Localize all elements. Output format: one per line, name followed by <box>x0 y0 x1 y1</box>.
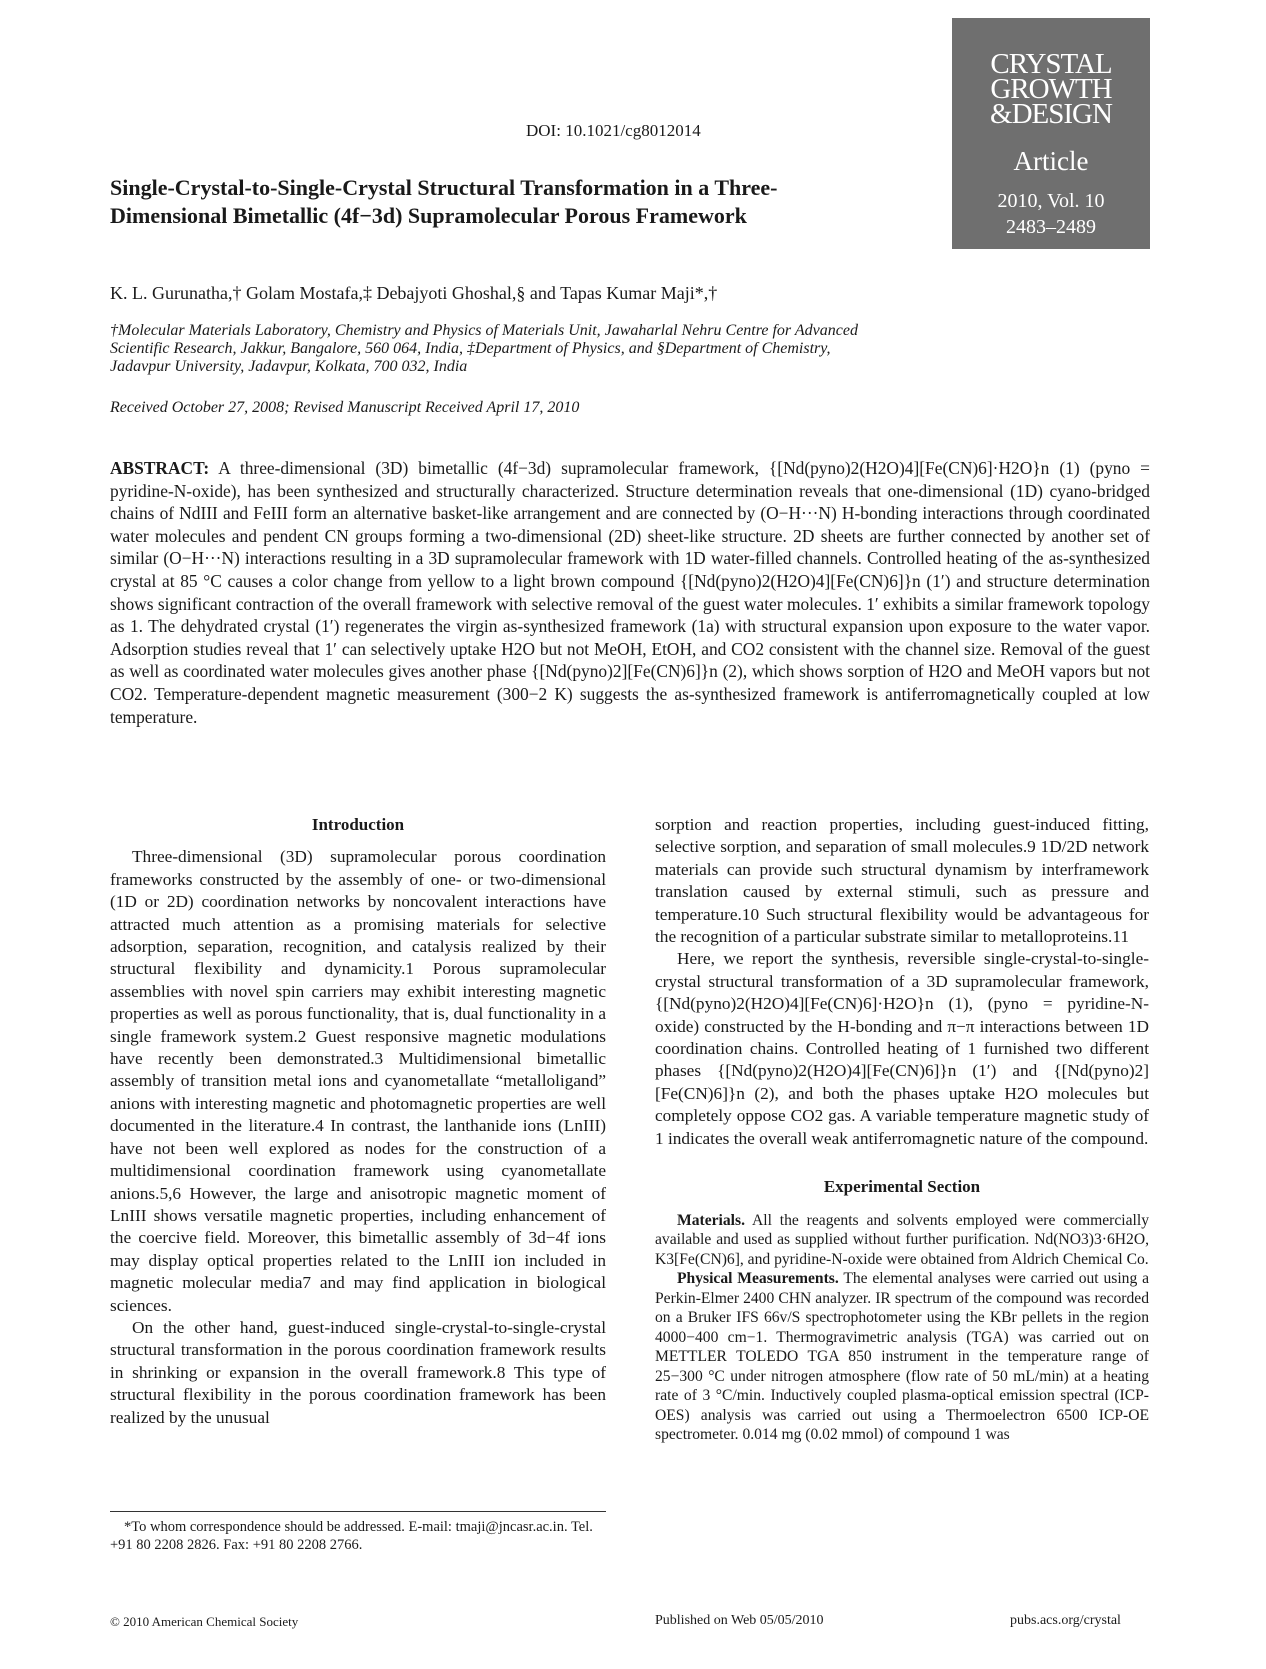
journal-name <box>952 48 1150 130</box>
experimental-heading: Experimental Section <box>823 1177 981 1197</box>
right-paragraph-2: Here, we report the synthesis, reversible single-crystal-to-single-crystal structural transformation of a 3D supramolecular framework, {[Nd(pyno)2(H2O)4][Fe(CN)6]·H2O}n (1), (pyno = pyridine-N-oxide) constructed by the H-bonding and π−π interactions between 1D coordination chains. Controlled heating of 1 furnished two different phases {[Nd(pyno)2(H2O)4][Fe(CN)6]}n (1′) and {[Nd(pyno)2][Fe(CN)6]}n (2), and both the phases uptake H2O molecules but completely oppose CO2 gas. A variable temperature magnetic study of 1 indicates the overall weak antiferromagnetic nature of the compound. <box>655 949 1149 1148</box>
doi: DOI: 10.1021/cg8012014 <box>526 121 701 140</box>
volume-text: 2010, Vol. 10 <box>997 190 1105 212</box>
physical-measurements-text: The elemental analyses were carried out using a Perkin-Elmer 2400 CHN analyzer. IR spectrum of the compound was recorded on a Bruker IFS 66v/S spectrophotometer using the KBr pellets in the region 4000−400 cm−1. Thermogravimetric analysis (TGA) was carried out on METTLER TOLEDO TGA 850 instrument in the temperature range of 25−300 °C under nitrogen atmosphere (flow rate of 50 mL/min) at a heating rate of 3 °C/min. Inductively coupled plasma-optical emission spectral (ICP-OES) analysis was carried out using a Thermoelectron 6500 ICP-OE spectrometer. 0.014 mg (0.02 mmol) of compound 1 was <box>655 1270 1149 1443</box>
materials-paragraph <box>655 1211 1149 1270</box>
pages-text: 2483–2489 <box>1006 216 1096 238</box>
affiliations: †Molecular Materials Laboratory, Chemistry and Physics of Materials Unit, Jawaharlal Nehru Centre for Advanced Scientific Research, Jakkur, Bangalore, 560 064, India, ‡Department of Physics, and §Department of Chemistry, Jadavpur University, Jadavpur, Kolkata, 700 032, India <box>110 322 858 375</box>
abstract <box>110 457 1150 728</box>
published-date: Published on Web 05/05/2010 <box>655 1613 824 1628</box>
materials-label: Materials. <box>677 1211 745 1229</box>
materials-text: All the reagents and solvents employed were commercially available and used as supplied without further purification. Nd(NO3)3·6H2O, K3[Fe(CN)6], and pyridine-N-oxide were obtained from Aldrich Chemical Co. <box>655 1211 1149 1268</box>
journal-badge <box>952 18 1150 249</box>
right-column <box>655 814 1149 1445</box>
journal-url: pubs.acs.org/crystal <box>1010 1613 1121 1628</box>
footnote-divider <box>110 1511 606 1512</box>
intro-paragraph-2: On the other hand, guest-induced single-crystal-to-single-crystal structural transformation in the porous coordination framework results in shrinking or expansion in the overall framework.8 This type of structural flexibility in the porous coordination framework has been realized by the unusual <box>110 1317 606 1427</box>
journal-volume <box>952 188 1150 240</box>
intro-paragraph-1: Three-dimensional (3D) supramolecular porous coordination frameworks constructed by the assembly of one- or two-dimensional (1D or 2D) coordination networks by noncovalent interactions have attracted much attention as a promising materials for selective adsorption, separation, recognition, and catalysis realized by their structural flexibility and dynamicity.1 Porous supramolecular assemblies with novel spin carriers may exhibit interesting magnetic properties as well as porous functionality, that is, dual functionality in a single framework system.2 Guest responsive magnetic modulations have recently been demonstrated.3 Multidimensional bimetallic assembly of transition metal ions and cyanometallate “metalloligand” anions with interesting magnetic and photomagnetic properties are well documented in the literature.4 In contrast, the lanthanide ions (LnIII) have not been well explored as nodes for the construction of a multidimensional coordination framework using cyanometallate anions.5,6 However, the large and anisotropic magnetic moment of LnIII shows versatile magnetic properties, including enhancement of the coercive field. Moreover, this bimetallic assembly of 3d−4f ions may display optical properties related to the LnIII ion included in magnetic molecular media7 and may find application in biological sciences. <box>110 847 606 1315</box>
abstract-text: A three-dimensional (3D) bimetallic (4f−3d) supramolecular framework, {[Nd(pyno)2(H2O)4][Fe(CN)6]·H2O}n (1) (pyno = pyridine-N-oxide), has been synthesized and structurally characterized. Structure determination reveals that one-dimensional (1D) cyano-bridged chains of NdIII and FeIII form an alternative basket-like arrangement and are connected by (O−H···N) H-bonding interactions through coordinated water molecules and pendent CN groups forming a two-dimensional (2D) sheet-like structure. 2D sheets are further connected by another set of similar (O−H···N) interactions resulting in a 3D supramolecular framework with 1D water-filled channels. Controlled heating of the as-synthesized crystal at 85 °C causes a color change from yellow to a light brown compound {[Nd(pyno)2(H2O)4][Fe(CN)6]}n (1′) and structure determination shows significant contraction of the overall framework with selective removal of the guest water molecules. 1′ exhibits a similar framework topology as 1. The dehydrated crystal (1′) regenerates the virgin as-synthesized framework (1a) with structural expansion upon exposure to the water vapor. Adsorption studies reveal that 1′ can selectively uptake H2O but not MeOH, EtOH, and CO2 consistent with the channel size. Removal of the guest as well as coordinated water molecules gives another phase {[Nd(pyno)2][Fe(CN)6]}n (2), which shows sorption of H2O and MeOH vapors but not CO2. Temperature-dependent magnetic measurement (300−2 K) suggests the as-synthesized framework is antiferromagnetically coupled at low temperature. <box>110 458 1150 727</box>
copyright: © 2010 American Chemical Society <box>110 1614 299 1629</box>
article-type: Article <box>1013 146 1089 176</box>
left-column <box>110 814 606 1429</box>
authors: K. L. Gurunatha,† Golam Mostafa,‡ Debajyoti Ghoshal,§ and Tapas Kumar Maji*,† <box>110 283 718 303</box>
introduction-heading: Introduction <box>311 815 405 834</box>
right-paragraph-1: sorption and reaction properties, including guest-induced fitting, selective sorption, and separation of small molecules.9 1D/2D network materials can provide such structural dynamism by interframework translation caused by external stimuli, such as pressure and temperature.10 Such structural flexibility would be advantageous for the recognition of a particular substrate similar to metalloproteins.11 <box>655 815 1149 947</box>
journal-name-line3: &DESIGN <box>990 98 1112 130</box>
received-dates: Received October 27, 2008; Revised Manuscript Received April 17, 2010 <box>110 399 580 416</box>
physical-measurements-paragraph <box>655 1269 1149 1445</box>
correspondence-footnote: *To whom correspondence should be addressed. E-mail: tmaji@jncasr.ac.in. Tel. +91 80 2208 2826. Fax: +91 80 2208 2766. <box>110 1519 593 1553</box>
abstract-label: ABSTRACT: <box>110 458 210 478</box>
journal-name-line2: GROWTH <box>990 73 1112 105</box>
journal-name-line1: CRYSTAL <box>990 48 1112 80</box>
physical-measurements-label: Physical Measurements. <box>677 1270 839 1287</box>
paper-title: Single-Crystal-to-Single-Crystal Structural Transformation in a Three-Dimensional Bimetallic (4f−3d) Supramolecular Porous Framework <box>110 175 778 228</box>
